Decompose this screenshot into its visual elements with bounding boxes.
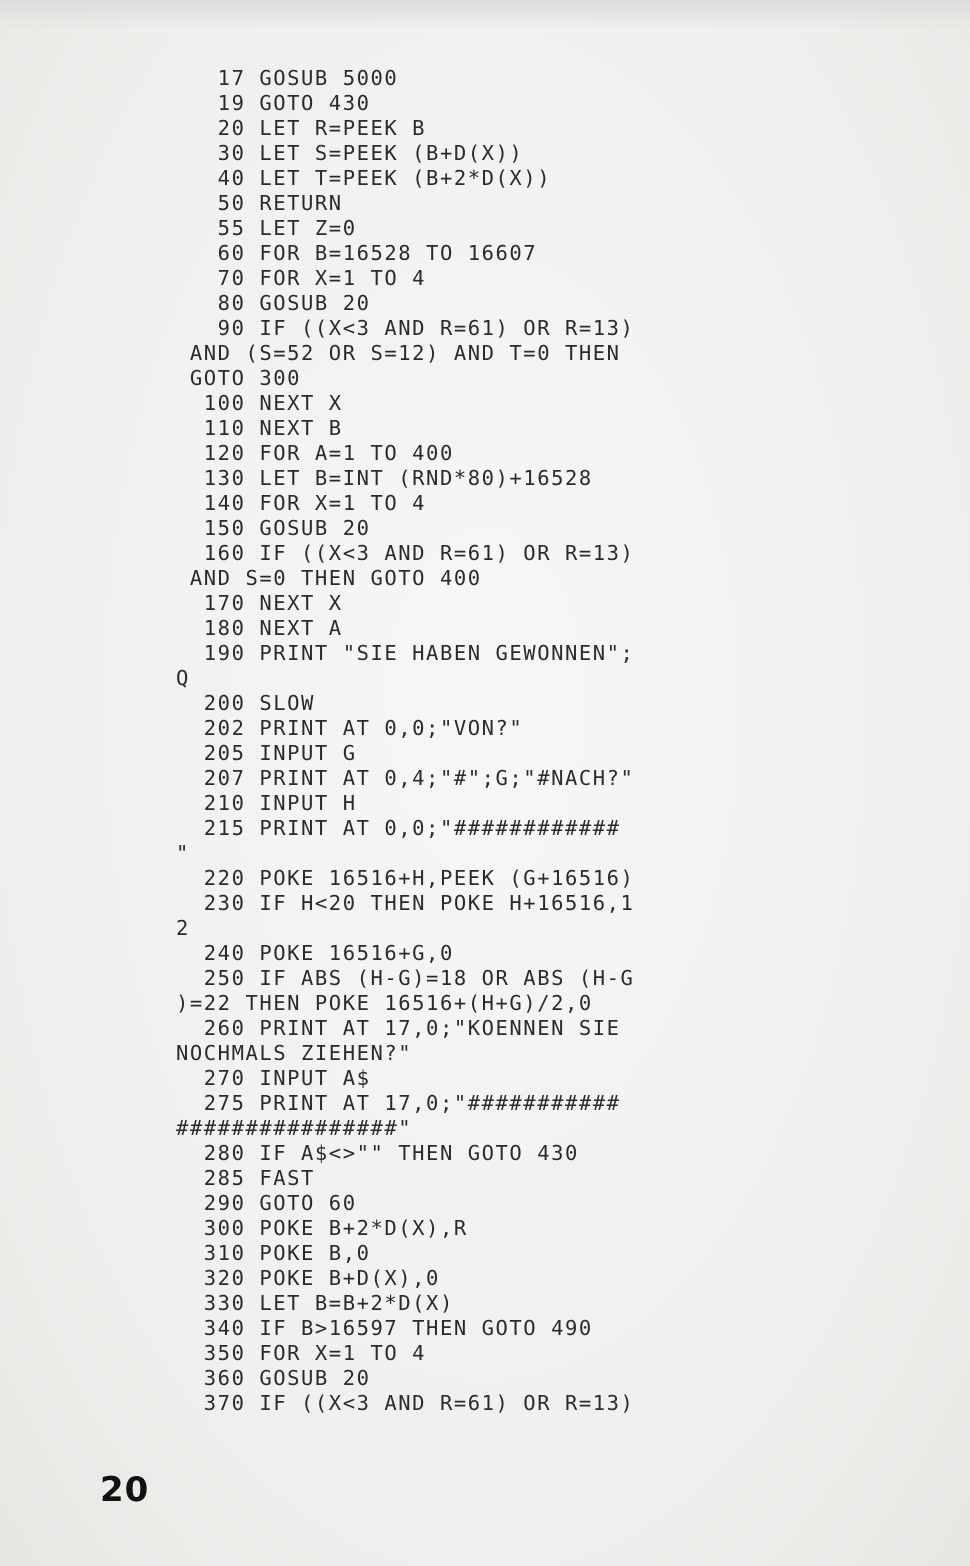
code-line: )=22 THEN POKE 16516+(H+G)/2,0 (176, 991, 593, 1015)
code-line: 300 POKE B+2*D(X),R (176, 1216, 468, 1240)
code-line: 210 INPUT H (176, 791, 357, 815)
code-line: 2 (176, 916, 190, 940)
code-line: 260 PRINT AT 17,0;"KOENNEN SIE (176, 1016, 621, 1040)
code-line: 150 GOSUB 20 (176, 516, 371, 540)
code-line: 270 INPUT A$ (176, 1066, 371, 1090)
code-line: Q (176, 666, 190, 690)
code-line: 350 FOR X=1 TO 4 (176, 1341, 427, 1365)
code-line: 80 GOSUB 20 (176, 291, 371, 315)
basic-code-listing (176, 66, 676, 1416)
code-line: 215 PRINT AT 0,0;"############ (176, 816, 621, 840)
code-line: 190 PRINT "SIE HABEN GEWONNEN"; (176, 641, 635, 665)
code-line: 120 FOR A=1 TO 400 (176, 441, 454, 465)
code-line: AND (S=52 OR S=12) AND T=0 THEN (176, 341, 621, 365)
code-line: 205 INPUT G (176, 741, 357, 765)
code-line: 55 LET Z=0 (176, 216, 357, 240)
code-line: 207 PRINT AT 0,4;"#";G;"#NACH?" (176, 766, 635, 790)
code-line: 240 POKE 16516+G,0 (176, 941, 454, 965)
page-edge-shadow (0, 0, 970, 30)
code-line: 320 POKE B+D(X),0 (176, 1266, 440, 1290)
code-line: 17 GOSUB 5000 (176, 66, 399, 90)
page-number: 20 (100, 1470, 150, 1510)
code-line: 360 GOSUB 20 (176, 1366, 371, 1390)
code-line: 100 NEXT X (176, 391, 343, 415)
code-line: " (176, 841, 190, 865)
code-line: NOCHMALS ZIEHEN?" (176, 1041, 413, 1065)
code-line: 230 IF H<20 THEN POKE H+16516,1 (176, 891, 635, 915)
code-line: 220 POKE 16516+H,PEEK (G+16516) (176, 866, 635, 890)
code-line: 19 GOTO 430 (176, 91, 371, 115)
code-line: 275 PRINT AT 17,0;"########### (176, 1091, 621, 1115)
code-line: 202 PRINT AT 0,0;"VON?" (176, 716, 524, 740)
code-line: 30 LET S=PEEK (B+D(X)) (176, 141, 524, 165)
code-line: 285 FAST (176, 1166, 315, 1190)
code-line: AND S=0 THEN GOTO 400 (176, 566, 482, 590)
code-line: 280 IF A$<>"" THEN GOTO 430 (176, 1141, 579, 1165)
code-line: 70 FOR X=1 TO 4 (176, 266, 427, 290)
code-line: 370 IF ((X<3 AND R=61) OR R=13) (176, 1391, 635, 1415)
code-line: 90 IF ((X<3 AND R=61) OR R=13) (176, 316, 635, 340)
code-line: 110 NEXT B (176, 416, 343, 440)
code-line: 40 LET T=PEEK (B+2*D(X)) (176, 166, 552, 190)
code-line: 200 SLOW (176, 691, 315, 715)
code-line: 250 IF ABS (H-G)=18 OR ABS (H-G (176, 966, 635, 990)
code-line: 310 POKE B,0 (176, 1241, 371, 1265)
code-line: 340 IF B>16597 THEN GOTO 490 (176, 1316, 593, 1340)
code-line: 160 IF ((X<3 AND R=61) OR R=13) (176, 541, 635, 565)
code-line: 180 NEXT A (176, 616, 343, 640)
code-line: 290 GOTO 60 (176, 1191, 357, 1215)
code-line: 170 NEXT X (176, 591, 343, 615)
code-line: GOTO 300 (176, 366, 302, 390)
code-line: 60 FOR B=16528 TO 16607 (176, 241, 538, 265)
code-line: 330 LET B=B+2*D(X) (176, 1291, 454, 1315)
code-line: 140 FOR X=1 TO 4 (176, 491, 427, 515)
code-line: ################" (176, 1116, 413, 1140)
code-line: 130 LET B=INT (RND*80)+16528 (176, 466, 593, 490)
code-line: 20 LET R=PEEK B (176, 116, 427, 140)
code-line: 50 RETURN (176, 191, 343, 215)
